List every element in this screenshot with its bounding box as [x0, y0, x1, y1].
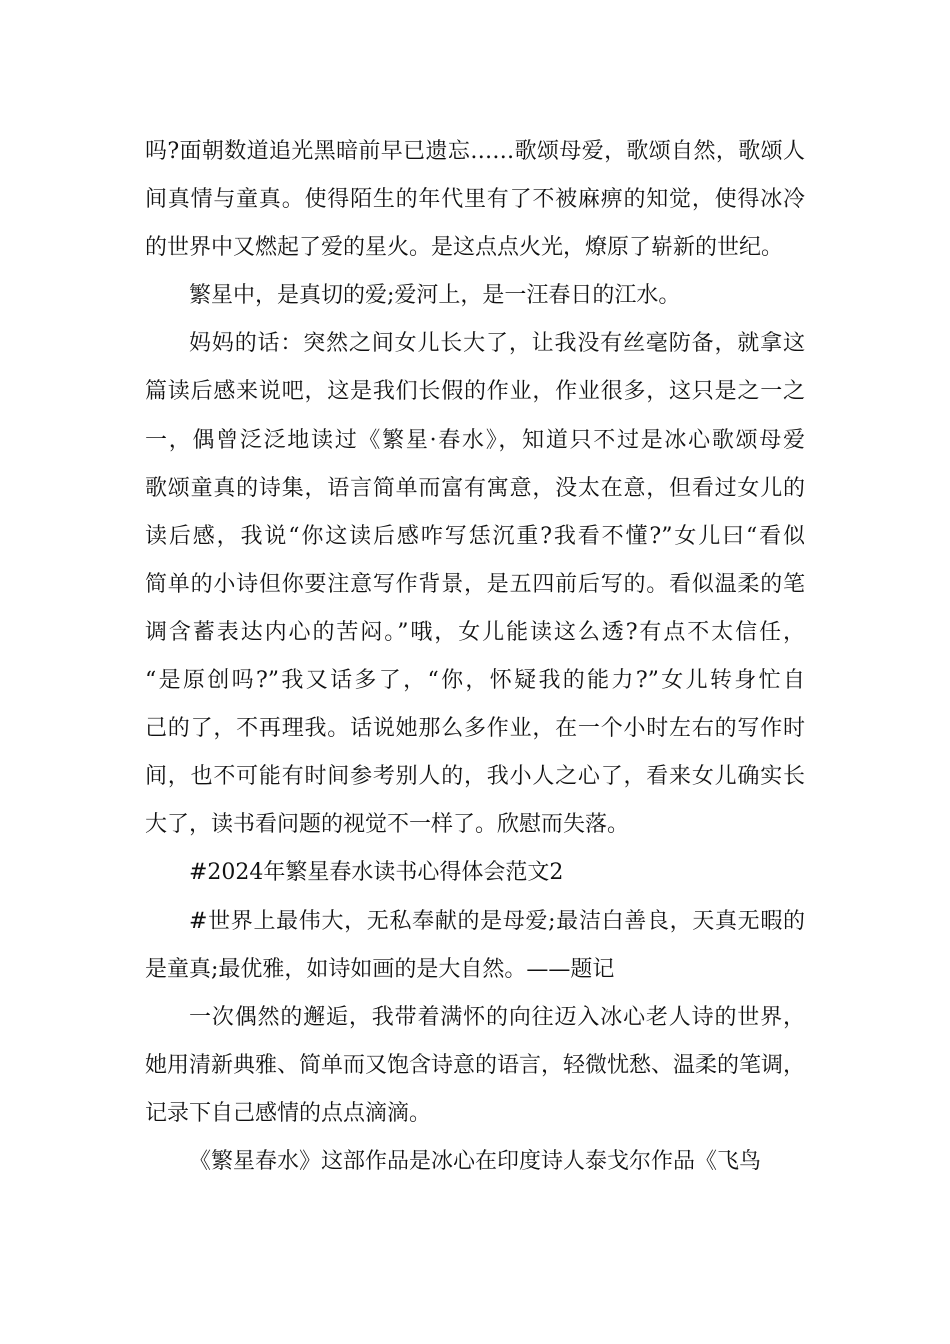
text-line: 简单的小诗但你要注意写作背景，是五四前后写的。看似温柔的笔: [145, 571, 805, 597]
paragraph: [145, 128, 805, 272]
text-line: 记录下自己感情的点点滴滴。: [145, 1100, 432, 1126]
text-line: 大了，读书看问题的视觉不一样了。欣慰而失落。: [145, 812, 630, 838]
text-line: 间，也不可能有时间参考别人的，我小人之心了，看来女儿确实长: [145, 764, 805, 790]
text-line: 间真情与童真。使得陌生的年代里有了不被麻痹的知觉，使得冰冷: [145, 187, 805, 213]
text-line: 调含蓄表达内心的苦闷。”哦，女儿能读这么透?有点不太信任，: [145, 619, 805, 645]
text-line: 歌颂童真的诗集，语言简单而富有寓意，没太在意，但看过女儿的: [145, 475, 805, 501]
text-line: 繁星中，是真切的爱;爱河上，是一汪春日的江水。: [189, 283, 681, 309]
paragraph: [145, 898, 805, 994]
text-line: 《繁星春水》这部作品是冰心在印度诗人泰戈尔作品《飞鸟: [189, 1148, 762, 1174]
text-line: #2024年繁星春水读书心得体会范文2: [189, 860, 564, 886]
paragraph: [145, 994, 805, 1138]
paragraph: [145, 849, 805, 897]
text-line: 是童真;最优雅，如诗如画的是大自然。——题记: [145, 956, 615, 982]
text-line: 读后感，我说“你这读后感咋写恁沉重?我看不懂?”女儿曰“看似: [145, 523, 805, 549]
text-line: 吗?面朝数道追光黑暗前早已遗忘……歌颂母爱，歌颂自然，歌颂人: [145, 139, 805, 164]
paragraph: [145, 272, 805, 320]
paragraph: [145, 1138, 805, 1186]
text-line: 妈妈的话：突然之间女儿长大了，让我没有丝毫防备，就拿这: [189, 331, 805, 357]
text-line: 一，偶曾泛泛地读过《繁星·春水》，知道只不过是冰心歌颂母爱: [145, 427, 805, 453]
text-line: #世界上最伟大，无私奉献的是母爱;最洁白善良，天真无暇的: [189, 908, 805, 934]
text-line: 一次偶然的邂逅，我带着满怀的向往迈入冰心老人诗的世界，: [189, 1004, 805, 1030]
text-line: 的世界中又燃起了爱的星火。是这点点火光，燎原了崭新的世纪。: [145, 235, 784, 261]
document-body: [145, 128, 805, 1186]
paragraph: [145, 320, 805, 849]
text-line: 己的了，不再理我。话说她那么多作业，在一个小时左右的写作时: [145, 716, 805, 742]
text-line: 篇读后感来说吧，这是我们长假的作业，作业很多，这只是之一之: [145, 379, 805, 405]
text-line: 她用清新典雅、简单而又饱含诗意的语言，轻微忧愁、温柔的笔调，: [145, 1052, 806, 1078]
text-line: “是原创吗?”我又话多了，“你，怀疑我的能力?”女儿转身忙自: [145, 668, 805, 694]
